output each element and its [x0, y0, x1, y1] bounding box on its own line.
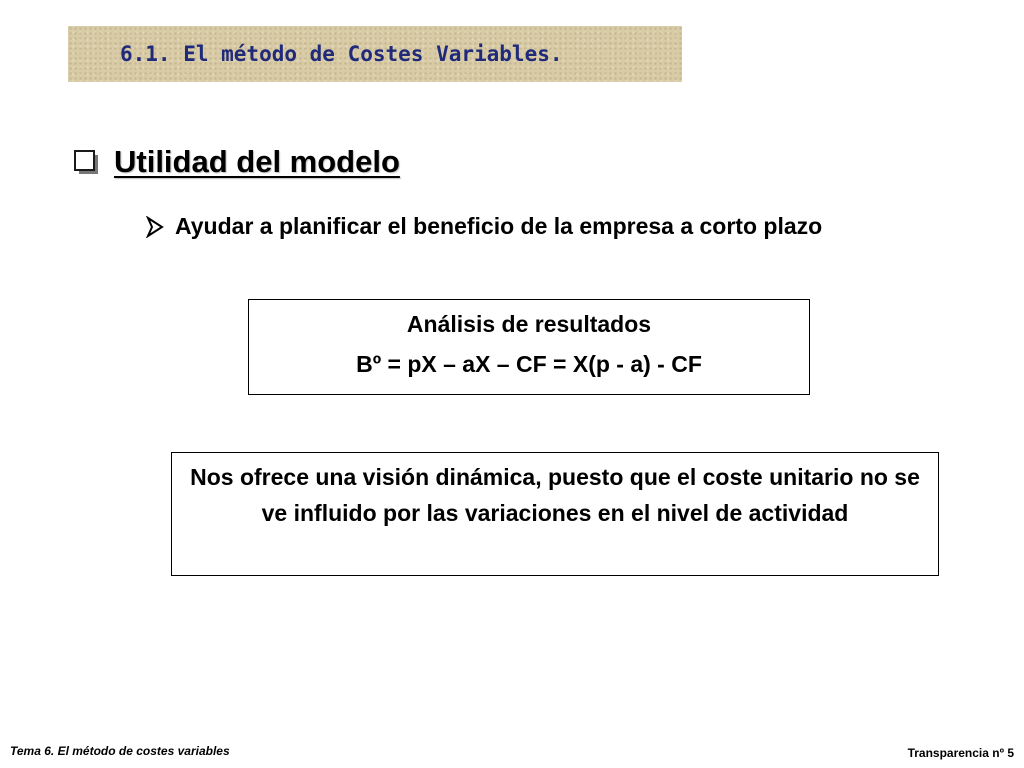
analysis-title: Análisis de resultados: [406, 311, 652, 337]
analysis-formula: Bº = pX – aX – CF = X(p - a) - CF: [356, 351, 702, 377]
analysis-box: [248, 299, 810, 395]
vision-box: [171, 452, 939, 576]
vision-text: Nos ofrece una visión dinámica, puesto que el coste unitario no se ve influido por las variaciones en el nivel de actividad: [190, 464, 920, 526]
title-banner: [68, 26, 682, 82]
subpoint-text: Ayudar a planificar el beneficio de la empresa a corto plazo: [175, 213, 823, 239]
section-utilidad: [74, 144, 400, 180]
slide-title: 6.1. El método de Costes Variables.: [120, 42, 563, 66]
section-heading: Utilidad del modelo: [114, 144, 400, 179]
footer-topic: Tema 6. El método de costes variables: [10, 744, 230, 758]
subpoint-item: [145, 213, 822, 240]
checkbox-icon: [74, 144, 100, 180]
arrow-right-icon: [145, 216, 165, 238]
footer-slide-number: Transparencia nº 5: [907, 746, 1014, 760]
